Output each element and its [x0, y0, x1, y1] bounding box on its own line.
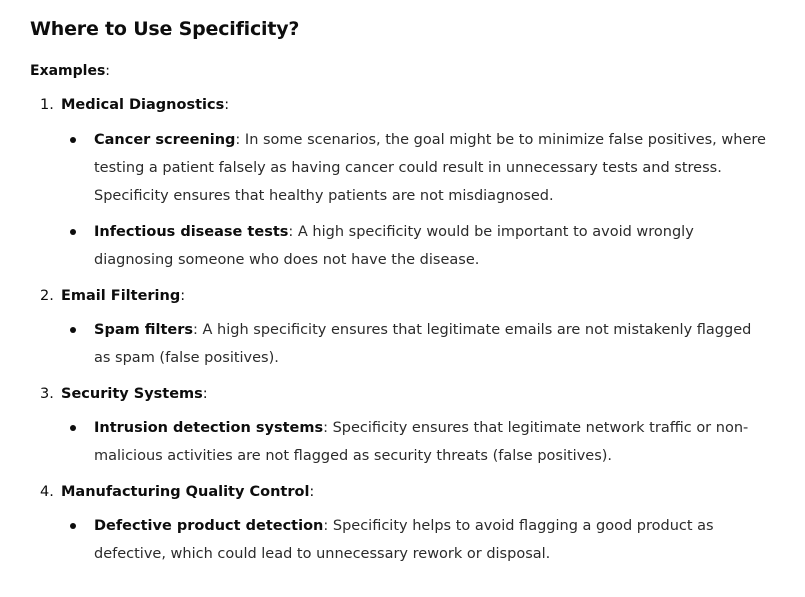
- section-heading: [30, 286, 770, 306]
- section-title: Email Filtering: [61, 288, 181, 304]
- bullet-text: : Specificity ensures that legitimate network traffic or non-malicious activities are not flagged as security threats (false positives).: [94, 420, 749, 464]
- document-body: [30, 16, 770, 568]
- section-number: 4.: [40, 484, 54, 500]
- bullet-icon: [70, 523, 76, 529]
- section-security-systems: [30, 384, 770, 470]
- examples-label-colon: :: [105, 63, 110, 79]
- bullet-text: : In some scenarios, the goal might be to minimize false positives, where testing a patient falsely as having cancer could result in unnecessary tests and stress. Specificity ensures that healthy patients are not misdiagnosed.: [94, 132, 766, 204]
- examples-label-text: Examples: [30, 63, 106, 79]
- section-colon: :: [180, 288, 186, 304]
- bullet-list: [30, 316, 770, 372]
- bullet-term: Intrusion detection systems: [94, 420, 324, 436]
- list-item: [30, 218, 770, 274]
- bullet-icon: [70, 229, 76, 235]
- bullet-text: : A high specificity would be important to avoid wrongly diagnosing someone who does not have the disease.: [94, 224, 694, 268]
- examples-label: [30, 61, 770, 81]
- bullet-list: [30, 414, 770, 470]
- bullet-text: : A high specificity ensures that legitimate emails are not mistakenly flagged as spam (false positives).: [94, 322, 752, 366]
- list-item: [30, 512, 770, 568]
- section-title: Security Systems: [61, 386, 203, 402]
- section-number: 2.: [40, 288, 54, 304]
- section-heading: [30, 95, 770, 115]
- bullet-list: [30, 512, 770, 568]
- bullet-text: : Specificity helps to avoid flagging a good product as defective, which could lead to unnecessary rework or disposal.: [94, 518, 714, 562]
- section-number: 1.: [40, 97, 54, 113]
- bullet-icon: [70, 137, 76, 143]
- section-manufacturing-quality-control: [30, 482, 770, 568]
- section-heading: [30, 384, 770, 404]
- bullet-icon: [70, 425, 76, 431]
- bullet-icon: [70, 327, 76, 333]
- bullet-term: Defective product detection: [94, 518, 324, 534]
- list-item: [30, 126, 770, 210]
- section-medical-diagnostics: [30, 95, 770, 274]
- bullet-list: [30, 126, 770, 274]
- section-title: Manufacturing Quality Control: [61, 484, 310, 500]
- section-colon: :: [224, 97, 230, 113]
- bullet-term: Cancer screening: [94, 132, 236, 148]
- section-title: Medical Diagnostics: [61, 97, 225, 113]
- section-colon: :: [202, 386, 208, 402]
- list-item: [30, 316, 770, 372]
- section-heading: [30, 482, 770, 502]
- page-title: Where to Use Specificity?: [30, 18, 300, 40]
- section-number: 3.: [40, 386, 54, 402]
- examples-list: [30, 95, 770, 568]
- section-email-filtering: [30, 286, 770, 372]
- section-colon: :: [309, 484, 315, 500]
- bullet-term: Infectious disease tests: [94, 224, 289, 240]
- bullet-term: Spam filters: [94, 322, 194, 338]
- list-item: [30, 414, 770, 470]
